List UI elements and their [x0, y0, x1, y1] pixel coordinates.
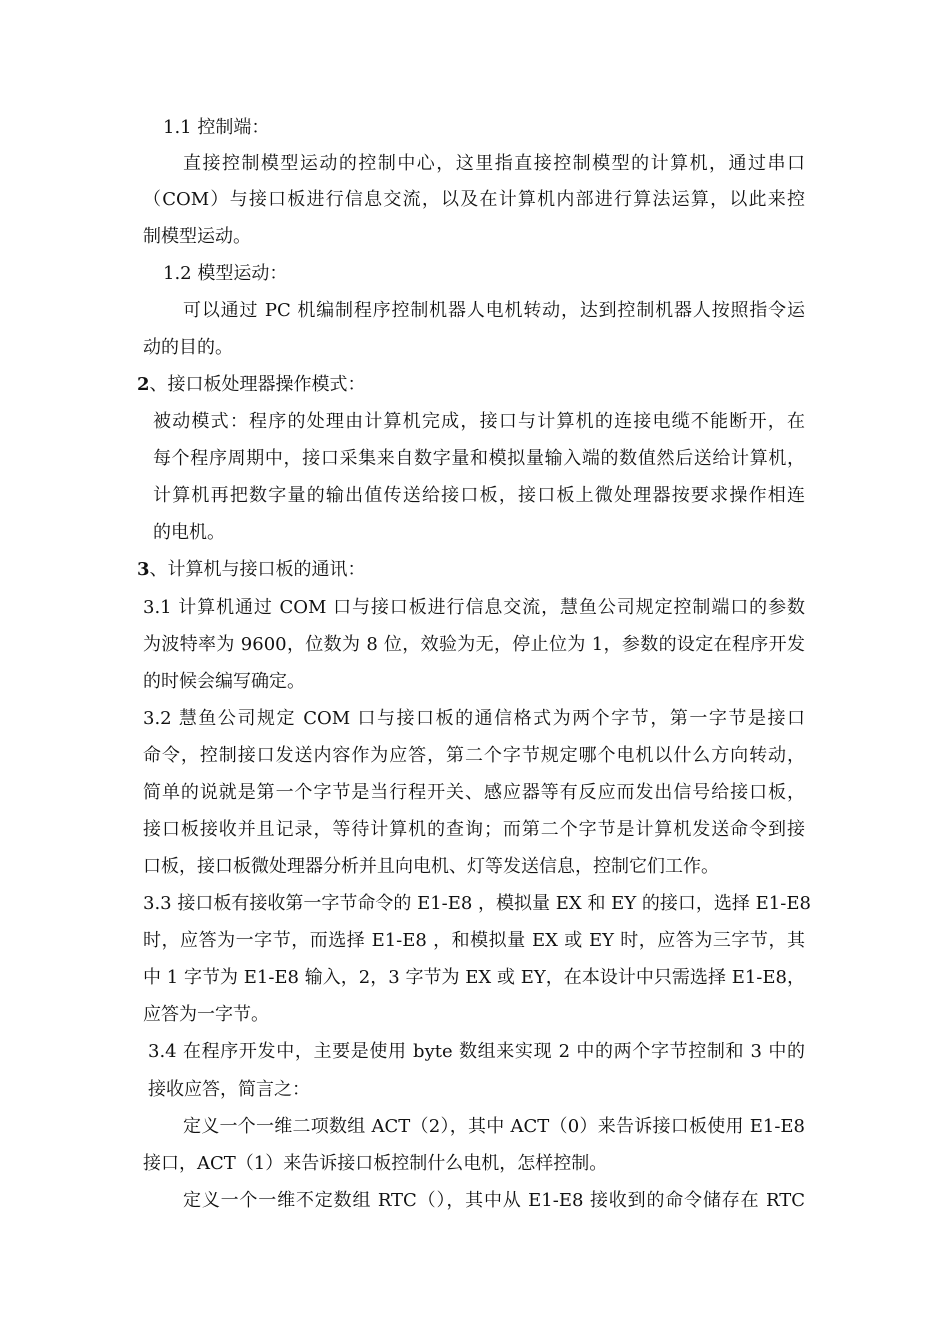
paragraph-line: 3.1 计算机通过 COM 口与接口板进行信息交流，慧鱼公司规定控制端口的参数 — [143, 597, 805, 618]
paragraph-line: 简单的说就是第一个字节是当行程开关、感应器等有反应而发出信号给接口板， — [143, 782, 805, 803]
section-3-heading — [137, 558, 366, 582]
paragraph-line: 3.3 接口板有接收第一字节命令的 E1-E8 ，模拟量 EX 和 EY 的接口，选择 E1-E8 — [143, 893, 811, 914]
paragraph-line: 的电机。 — [153, 522, 225, 543]
paragraph-line: 每个程序周期中，接口采集来自数字量和模拟量输入端的数值然后送给计算机， — [153, 448, 805, 469]
paragraph-line: 命令，控制接口发送内容作为应答，第二个字节规定哪个电机以什么方向转动， — [143, 745, 805, 766]
paragraph-line: 中 1 字节为 E1-E8 输入，2，3 字节为 EX 或 EY，在本设计中只需选择 E1-E8， — [143, 967, 805, 988]
paragraph-line: 时，应答为一字节，而选择 E1-E8 ，和模拟量 EX 或 EY 时，应答为三字节，其 — [143, 930, 805, 951]
paragraph-line: 接收应答，简言之： — [148, 1079, 310, 1100]
paragraph-line: 3.4 在程序开发中，主要是使用 byte 数组来实现 2 中的两个字节控制和 3 中的 — [148, 1041, 805, 1062]
paragraph-line: 为波特率为 9600，位数为 8 位，效验为无，停止位为 1，参数的设定在程序开发 — [143, 634, 805, 655]
paragraph-line: 口板，接口板微处理器分析并且向电机、灯等发送信息，控制它们工作。 — [143, 856, 719, 877]
section-number: 3 — [137, 559, 150, 580]
paragraph-line: 接口，ACT（1）来告诉接口板控制什么电机，怎样控制。 — [143, 1153, 608, 1174]
paragraph-line: 动的目的。 — [143, 337, 233, 358]
paragraph-line: 可以通过 PC 机编制程序控制机器人电机转动，达到控制机器人按照指令运 — [183, 300, 805, 321]
section-1-1-heading: 1.1 控制端： — [163, 117, 270, 138]
paragraph-line: 定义一个一维不定数组 RTC（），其中从 E1-E8 接收到的命令储存在 RTC — [183, 1190, 805, 1211]
paragraph-line: 计算机再把数字量的输出值传送给接口板，接口板上微处理器按要求操作相连 — [153, 485, 805, 506]
paragraph-line: 定义一个一维二项数组 ACT（2），其中 ACT（0）来告诉接口板使用 E1-E8 — [183, 1116, 805, 1137]
paragraph-line: 的时候会编写确定。 — [143, 671, 305, 692]
paragraph-line: 制模型运动。 — [143, 226, 251, 247]
paragraph-line: 接口板接收并且记录，等待计算机的查询；而第二个字节是计算机发送命令到接 — [143, 819, 805, 840]
section-2-heading — [137, 373, 366, 397]
section-title: 、接口板处理器操作模式： — [149, 374, 366, 395]
paragraph-line: 被动模式：程序的处理由计算机完成，接口与计算机的连接电缆不能断开，在 — [153, 411, 805, 432]
section-number: 2 — [137, 374, 150, 395]
paragraph-line: 直接控制模型运动的控制中心，这里指直接控制模型的计算机，通过串口 — [183, 153, 805, 174]
section-1-2-heading: 1.2 模型运动： — [163, 263, 288, 284]
paragraph-line: 3.2 慧鱼公司规定 COM 口与接口板的通信格式为两个字节，第一字节是接口 — [143, 708, 805, 729]
section-title: 、计算机与接口板的通讯： — [149, 559, 366, 580]
paragraph-line: （COM）与接口板进行信息交流，以及在计算机内部进行算法运算，以此来控 — [143, 189, 805, 210]
paragraph-line: 应答为一字节。 — [143, 1004, 269, 1025]
